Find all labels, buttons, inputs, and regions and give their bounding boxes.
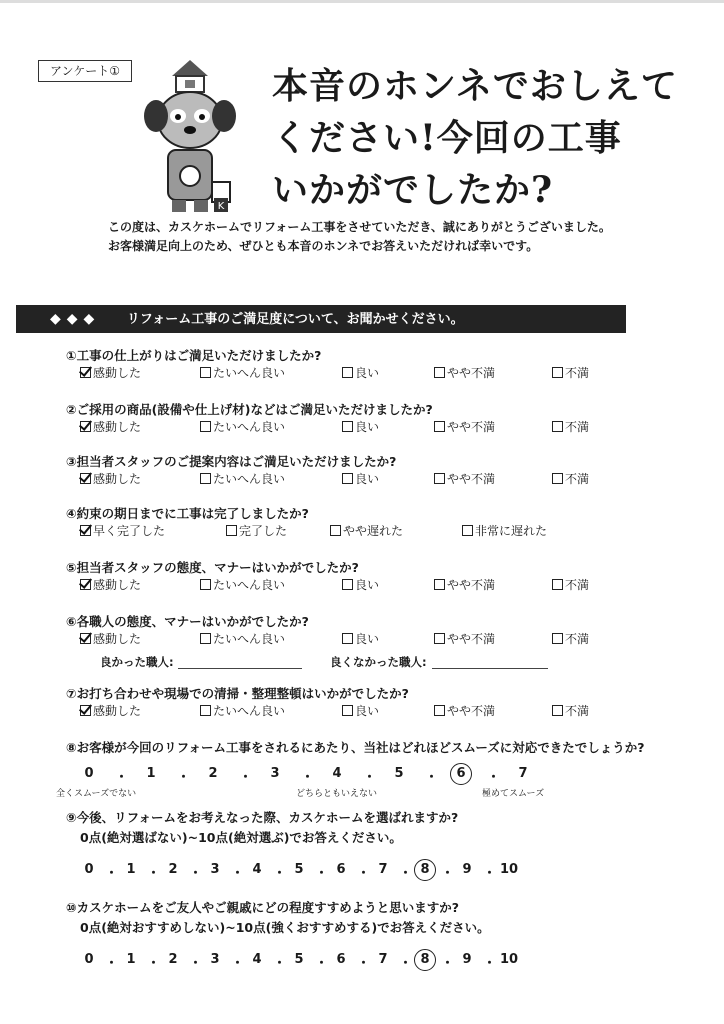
scale-separator: ・ bbox=[399, 956, 413, 971]
option-label: 完了した bbox=[239, 524, 288, 538]
intro-line: お客様満足向上のため、ぜひとも本音のホンネでお答えいただければ幸いです。 bbox=[108, 239, 539, 253]
q9-scale-value[interactable]: 1 bbox=[126, 862, 136, 877]
option-label: たいへん良い bbox=[213, 366, 286, 380]
selected-circle-icon bbox=[414, 859, 436, 881]
q5-option[interactable] bbox=[200, 576, 285, 593]
checkbox-icon[interactable] bbox=[434, 705, 445, 716]
q8-label-mid: どちらともいえない bbox=[296, 789, 378, 799]
bad-craftsman-field[interactable] bbox=[432, 668, 548, 669]
q6-option[interactable] bbox=[80, 630, 141, 647]
q10-scale-value[interactable]: 7 bbox=[378, 952, 388, 967]
q9-scale-value[interactable]: 9 bbox=[462, 862, 472, 877]
checkbox-icon[interactable] bbox=[200, 633, 211, 644]
scale-separator: ・ bbox=[363, 770, 377, 785]
scale-separator: ・ bbox=[147, 866, 161, 881]
checkbox-icon[interactable] bbox=[434, 421, 445, 432]
checkbox-icon[interactable] bbox=[552, 421, 563, 432]
option-label: 不満 bbox=[565, 366, 590, 380]
checkbox-icon[interactable] bbox=[80, 367, 91, 378]
q2-option[interactable] bbox=[342, 418, 379, 435]
checkbox-icon[interactable] bbox=[342, 633, 353, 644]
checkbox-icon[interactable] bbox=[552, 473, 563, 484]
q8-scale-value[interactable]: 4 bbox=[332, 766, 342, 781]
q10-scale-value[interactable]: 4 bbox=[252, 952, 262, 967]
q6-option[interactable] bbox=[552, 630, 589, 647]
intro-text bbox=[108, 218, 668, 256]
question-10: ⑩カスケホームをご友人やご親戚にどの程度すすめようと思いますか? bbox=[66, 900, 459, 915]
q4-options bbox=[80, 522, 640, 540]
scale-separator: ・ bbox=[483, 956, 497, 971]
q2-options bbox=[80, 418, 640, 436]
q4-option[interactable] bbox=[330, 522, 403, 539]
checkbox-icon[interactable] bbox=[342, 705, 353, 716]
scale-separator: ・ bbox=[425, 770, 439, 785]
checkbox-icon[interactable] bbox=[200, 705, 211, 716]
q10-scale-value[interactable]: 10 bbox=[500, 952, 519, 967]
q7-options bbox=[80, 702, 640, 720]
title-line: いかがでしたか? bbox=[272, 169, 554, 211]
checkbox-icon[interactable] bbox=[200, 473, 211, 484]
option-label: やや不満 bbox=[447, 366, 496, 380]
q9-scale-value[interactable]: 4 bbox=[252, 862, 262, 877]
option-label: やや不満 bbox=[447, 420, 496, 434]
scale-separator: ・ bbox=[357, 956, 371, 971]
checkbox-icon[interactable] bbox=[80, 525, 91, 536]
q10-scale bbox=[80, 952, 540, 972]
scale-separator: ・ bbox=[273, 956, 287, 971]
option-label: 感動した bbox=[93, 632, 142, 646]
q8-scale-value[interactable]: 0 bbox=[84, 766, 94, 781]
q9-scale-value[interactable]: 2 bbox=[168, 862, 178, 877]
good-craftsman-field[interactable] bbox=[178, 668, 302, 669]
q10-scale-value[interactable]: 1 bbox=[126, 952, 136, 967]
mascot-dog-icon bbox=[140, 58, 240, 218]
q6-option[interactable] bbox=[342, 630, 379, 647]
option-label: やや不満 bbox=[447, 472, 496, 486]
option-label: 良い bbox=[355, 472, 380, 486]
q8-label-low: 全くスムーズでない bbox=[56, 789, 137, 799]
q3-option[interactable] bbox=[434, 470, 495, 487]
q4-option[interactable] bbox=[80, 522, 165, 539]
q6-option[interactable] bbox=[200, 630, 285, 647]
option-label: 非常に遅れた bbox=[475, 524, 548, 538]
selected-circle-icon bbox=[450, 763, 472, 785]
q6-options bbox=[80, 630, 640, 648]
q5-option[interactable] bbox=[342, 576, 379, 593]
checkbox-icon[interactable] bbox=[462, 525, 473, 536]
option-label: たいへん良い bbox=[213, 472, 286, 486]
q10-scale-value[interactable]: 3 bbox=[210, 952, 220, 967]
option-label: 感動した bbox=[93, 704, 142, 718]
question-9: ⑨今後、リフォームをお考えなった際、カスケホームを選ばれますか? bbox=[66, 810, 459, 825]
q10-scale-value[interactable]: 9 bbox=[462, 952, 472, 967]
checkbox-icon[interactable] bbox=[80, 473, 91, 484]
checkbox-icon[interactable] bbox=[342, 579, 353, 590]
checkbox-icon[interactable] bbox=[80, 633, 91, 644]
q3-option[interactable] bbox=[342, 470, 379, 487]
scan-edge bbox=[0, 0, 724, 3]
q8-scale-value[interactable]: 7 bbox=[518, 766, 528, 781]
q9-scale bbox=[80, 862, 540, 882]
scale-separator: ・ bbox=[239, 770, 253, 785]
scale-separator: ・ bbox=[105, 866, 119, 881]
q9-scale-value[interactable]: 6 bbox=[336, 862, 346, 877]
checkbox-icon[interactable] bbox=[200, 421, 211, 432]
checkbox-icon[interactable] bbox=[330, 525, 341, 536]
q8-scale-value[interactable]: 5 bbox=[394, 766, 404, 781]
option-label: たいへん良い bbox=[213, 632, 286, 646]
q5-option[interactable] bbox=[434, 576, 495, 593]
q9-description: 0点(絶対選ばない)~10点(絶対選ぶ)でお答えください。 bbox=[80, 830, 402, 845]
scale-separator: ・ bbox=[231, 866, 245, 881]
title-line: 本音のホンネでおしえて bbox=[272, 65, 678, 107]
scale-separator: ・ bbox=[399, 866, 413, 881]
scale-separator: ・ bbox=[189, 866, 203, 881]
question-8: ⑧お客様が今回のリフォーム工事をされるにあたり、当社はどれほどスムーズに対応できたでしょうか? bbox=[66, 740, 645, 755]
checkbox-icon[interactable] bbox=[342, 473, 353, 484]
checkbox-icon[interactable] bbox=[434, 473, 445, 484]
q2-option[interactable] bbox=[80, 418, 141, 435]
q8-scale-value[interactable]: 3 bbox=[270, 766, 280, 781]
scale-separator: ・ bbox=[115, 770, 129, 785]
q2-option[interactable] bbox=[434, 418, 495, 435]
q9-scale-value[interactable]: 3 bbox=[210, 862, 220, 877]
scale-separator: ・ bbox=[357, 866, 371, 881]
q10-description: 0点(絶対おすすめしない)~10点(強くおすすめする)でお答えください。 bbox=[80, 920, 490, 935]
q3-options bbox=[80, 470, 640, 488]
q3-option[interactable] bbox=[200, 470, 285, 487]
question-1: ①工事の仕上がりはご満足いただけましたか? bbox=[66, 348, 322, 363]
q8-scale-value[interactable]: 6 bbox=[456, 766, 466, 781]
checkbox-icon[interactable] bbox=[434, 579, 445, 590]
section-header-bar bbox=[16, 305, 626, 333]
q9-scale-value[interactable]: 10 bbox=[500, 862, 519, 877]
scale-separator: ・ bbox=[315, 866, 329, 881]
scale-separator: ・ bbox=[301, 770, 315, 785]
section-header-text: リフォーム工事のご満足度について、お聞かせください。 bbox=[126, 312, 464, 327]
q4-option[interactable] bbox=[462, 522, 547, 539]
option-label: 不満 bbox=[565, 632, 590, 646]
q5-option[interactable] bbox=[552, 576, 589, 593]
option-label: たいへん良い bbox=[213, 420, 286, 434]
scale-separator: ・ bbox=[487, 770, 501, 785]
q8-label-high: 極めてスムーズ bbox=[482, 789, 545, 799]
checkbox-icon[interactable] bbox=[552, 633, 563, 644]
scale-separator: ・ bbox=[105, 956, 119, 971]
scale-separator: ・ bbox=[189, 956, 203, 971]
q8-scale-value[interactable]: 2 bbox=[208, 766, 218, 781]
option-label: 良い bbox=[355, 420, 380, 434]
survey-tag: アンケート① bbox=[38, 60, 132, 82]
intro-line: この度は、カスケホームでリフォーム工事をさせていただき、誠にありがとうございました。 bbox=[108, 220, 611, 234]
scale-separator: ・ bbox=[273, 866, 287, 881]
option-label: 感動した bbox=[93, 366, 142, 380]
option-label: やや遅れた bbox=[343, 524, 404, 538]
checkbox-icon[interactable] bbox=[80, 421, 91, 432]
question-4: ④約束の期日までに工事は完了しましたか? bbox=[66, 506, 309, 521]
q2-option[interactable] bbox=[200, 418, 285, 435]
title-line: ください!今回の工事 bbox=[272, 117, 622, 159]
option-label: 良い bbox=[355, 704, 380, 718]
checkbox-icon[interactable] bbox=[80, 579, 91, 590]
selected-circle-icon bbox=[414, 949, 436, 971]
scale-separator: ・ bbox=[231, 956, 245, 971]
q5-option[interactable] bbox=[80, 576, 141, 593]
q7-option[interactable] bbox=[552, 702, 589, 719]
option-label: やや不満 bbox=[447, 578, 496, 592]
q1-option[interactable] bbox=[80, 364, 141, 381]
q5-options bbox=[80, 576, 640, 594]
checkbox-icon[interactable] bbox=[200, 367, 211, 378]
q3-option[interactable] bbox=[552, 470, 589, 487]
checkbox-icon[interactable] bbox=[552, 367, 563, 378]
option-label: 感動した bbox=[93, 420, 142, 434]
question-2: ②ご採用の商品(設備や仕上げ材)などはご満足いただけましたか? bbox=[66, 402, 433, 417]
option-label: 感動した bbox=[93, 472, 142, 486]
option-label: 良い bbox=[355, 578, 380, 592]
option-label: 不満 bbox=[565, 578, 590, 592]
q9-scale-value[interactable]: 0 bbox=[84, 862, 94, 877]
q10-scale-value[interactable]: 8 bbox=[420, 952, 430, 967]
checkbox-icon[interactable] bbox=[342, 367, 353, 378]
checkbox-icon[interactable] bbox=[434, 633, 445, 644]
scale-separator: ・ bbox=[483, 866, 497, 881]
option-label: 不満 bbox=[565, 472, 590, 486]
question-6: ⑥各職人の態度、マナーはいかがでしたか? bbox=[66, 614, 309, 629]
good-craftsman-label: 良かった職人: bbox=[100, 655, 174, 669]
checkbox-icon[interactable] bbox=[226, 525, 237, 536]
q7-option[interactable] bbox=[200, 702, 285, 719]
option-label: 不満 bbox=[565, 420, 590, 434]
q10-scale-value[interactable]: 0 bbox=[84, 952, 94, 967]
diamond-icons: ◆◆◆ bbox=[50, 311, 101, 327]
q2-option[interactable] bbox=[552, 418, 589, 435]
q9-scale-value[interactable]: 5 bbox=[294, 862, 304, 877]
q8-scale bbox=[80, 766, 540, 786]
q4-option[interactable] bbox=[226, 522, 287, 539]
bad-craftsman-label: 良くなかった職人: bbox=[330, 655, 427, 669]
scale-separator: ・ bbox=[147, 956, 161, 971]
scale-separator: ・ bbox=[315, 956, 329, 971]
q7-option[interactable] bbox=[342, 702, 379, 719]
checkbox-icon[interactable] bbox=[342, 421, 353, 432]
q9-scale-value[interactable]: 8 bbox=[420, 862, 430, 877]
q8-scale-value[interactable]: 1 bbox=[146, 766, 156, 781]
q1-option[interactable] bbox=[200, 364, 285, 381]
option-label: たいへん良い bbox=[213, 578, 286, 592]
scale-separator: ・ bbox=[177, 770, 191, 785]
q10-scale-value[interactable]: 5 bbox=[294, 952, 304, 967]
question-3: ③担当者スタッフのご提案内容はご満足いただけましたか? bbox=[66, 454, 397, 469]
checkbox-icon[interactable] bbox=[80, 705, 91, 716]
checkbox-icon[interactable] bbox=[200, 579, 211, 590]
q9-scale-value[interactable]: 7 bbox=[378, 862, 388, 877]
checkbox-icon[interactable] bbox=[434, 367, 445, 378]
option-label: 良い bbox=[355, 366, 380, 380]
q1-option[interactable] bbox=[552, 364, 589, 381]
q6-option[interactable] bbox=[434, 630, 495, 647]
option-label: たいへん良い bbox=[213, 704, 286, 718]
option-label: やや不満 bbox=[447, 632, 496, 646]
q7-option[interactable] bbox=[80, 702, 141, 719]
option-label: 感動した bbox=[93, 578, 142, 592]
option-label: 不満 bbox=[565, 704, 590, 718]
mascot-badge-label: K bbox=[217, 201, 225, 212]
q1-option[interactable] bbox=[434, 364, 495, 381]
scale-separator: ・ bbox=[441, 956, 455, 971]
q1-options bbox=[80, 364, 640, 382]
option-label: 良い bbox=[355, 632, 380, 646]
q10-scale-value[interactable]: 2 bbox=[168, 952, 178, 967]
option-label: 早く完了した bbox=[93, 524, 166, 538]
q7-option[interactable] bbox=[434, 702, 495, 719]
checkbox-icon[interactable] bbox=[552, 579, 563, 590]
option-label: やや不満 bbox=[447, 704, 496, 718]
q1-option[interactable] bbox=[342, 364, 379, 381]
question-7: ⑦お打ち合わせや現場での清掃・整理整頓はいかがでしたか? bbox=[66, 686, 409, 701]
checkbox-icon[interactable] bbox=[552, 705, 563, 716]
page-title bbox=[272, 60, 692, 216]
q3-option[interactable] bbox=[80, 470, 141, 487]
scale-separator: ・ bbox=[441, 866, 455, 881]
q10-scale-value[interactable]: 6 bbox=[336, 952, 346, 967]
question-5: ⑤担当者スタッフの態度、マナーはいかがでしたか? bbox=[66, 560, 359, 575]
